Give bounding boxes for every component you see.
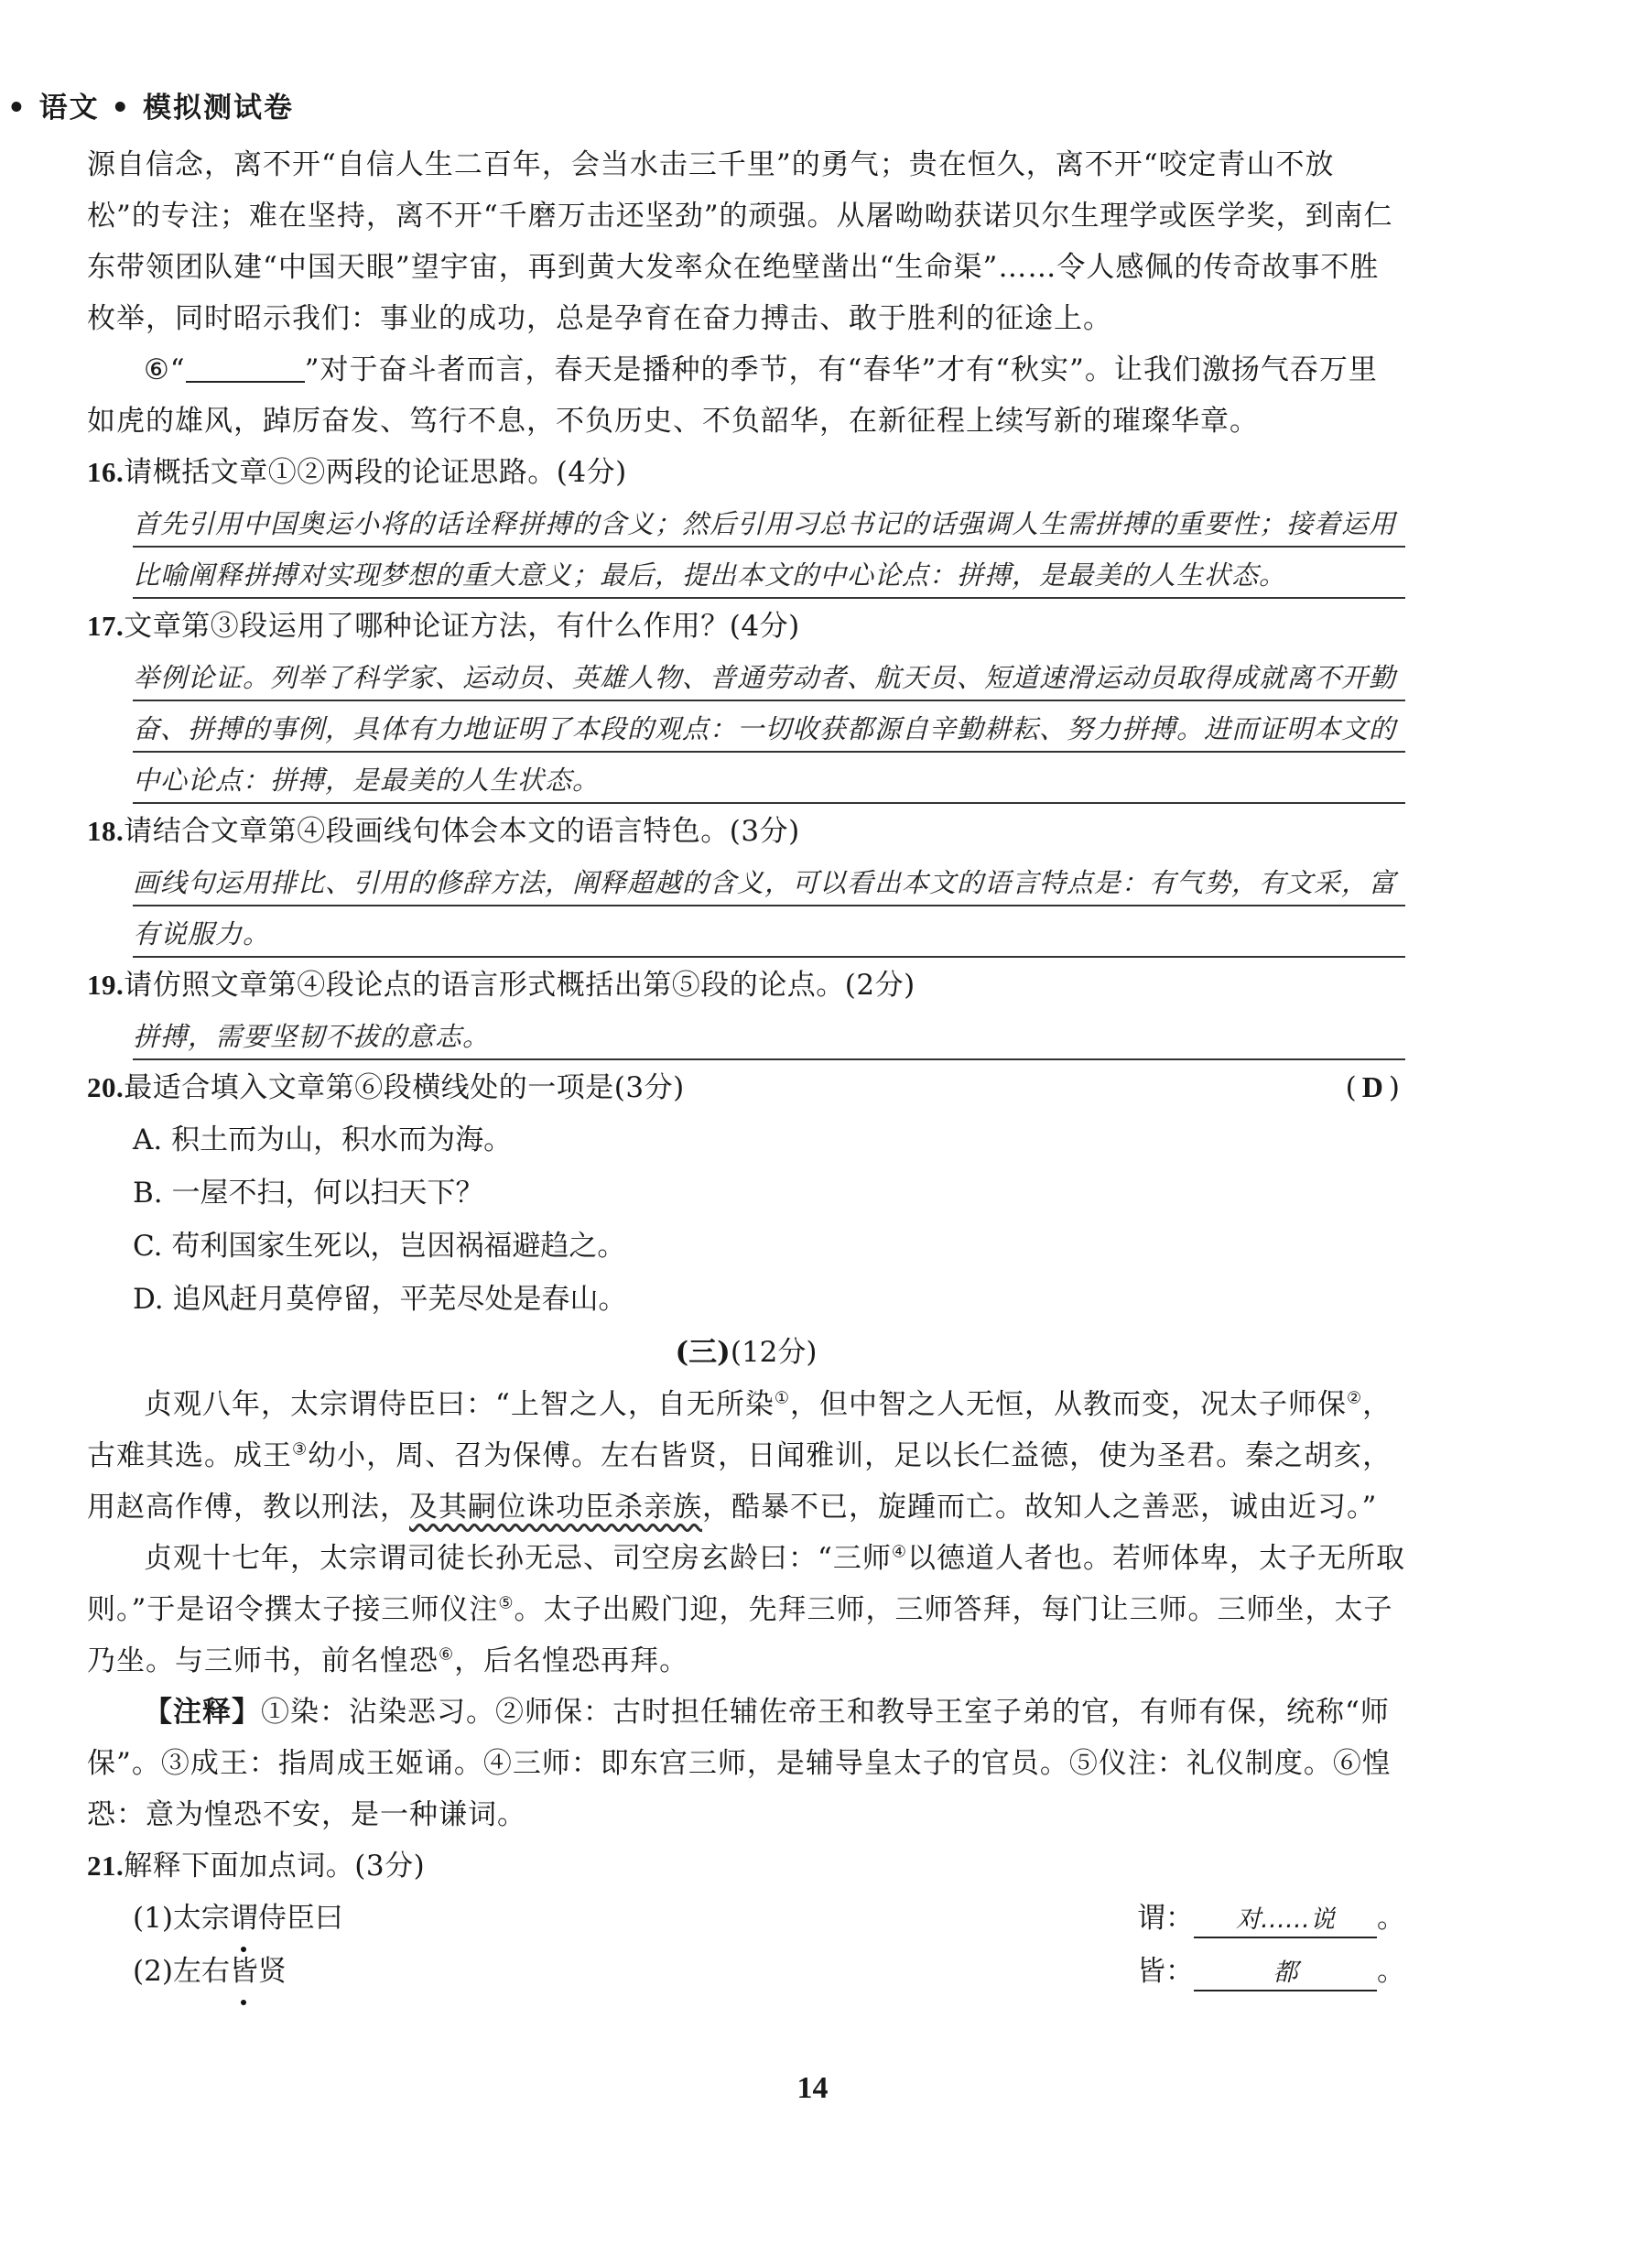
question-16 [87, 447, 1405, 498]
item-1-blank [1137, 1892, 1405, 1945]
fill-blank-line [186, 353, 305, 383]
item-2-answer[interactable]: 都 [1194, 1957, 1377, 1991]
question-21-number: 21. [87, 1850, 125, 1882]
answer-parentheses[interactable] [1346, 1070, 1405, 1104]
paren-right: ) [1388, 1071, 1405, 1104]
dotted-word: 皆 [230, 1945, 258, 1998]
option-d: D. 追风赶月莫停留，平芜尽处是春山。 [133, 1283, 627, 1316]
question-17 [87, 601, 1405, 652]
passage-paragraph-6 [87, 344, 1405, 447]
annotation-heading: 【注释】 [144, 1696, 261, 1729]
question-19-text: 请仿照文章第④段论点的语言形式概括出第⑤段的论点。(2分) [124, 969, 915, 1002]
option-a: A. 积土而为山，积水而为海。 [133, 1123, 513, 1156]
paragraph-6-text: ”对于奋斗者而言，春天是播种的季节，有“春华”才有“秋实”。让我们激扬气吞万里如虎的雄风，踔厉奋发、笃行不息，不负历史、不负韶华，在新征程上续写新的璀璨华章。 [87, 353, 1378, 438]
passage-paragraph-5-tail: 源自信念，离不开“自信人生二百年，会当水击三千里”的勇气；贵在恒久，离不开“咬定青山不放松”的专注；难在坚持，离不开“千磨万击还坚劲”的顽强。从屠呦呦获诺贝尔生理学或医学奖，到南仁东带领团队建“中国天眼”望宇宙，再到黄大发率众在绝壁凿出“生命渠”……令人感佩的传奇故事不胜枚举，同时昭示我们：事业的成功，总是孕育在奋力搏击、敢于胜利的征途上。 [87, 148, 1393, 335]
text-run: 以德道人者也。若师体卑，太子无所取则。”于是诏令撰太子接三师仪注 [87, 1542, 1405, 1626]
question-16-number: 16. [87, 456, 125, 488]
wavy-underlined-sentence: 及其嗣位诛功臣杀亲族 [409, 1491, 702, 1524]
item-1-end: 。 [1377, 1902, 1405, 1935]
option-c: C. 苟利国家生死以，岂因祸福避趋之。 [133, 1230, 626, 1263]
text-run: 贞观八年，太宗谓侍臣曰：“上智之人，自无所染 [144, 1388, 775, 1421]
text-run: ，酷暴不已，旋踵而亡。故知人之善恶，诚由近习。” [702, 1491, 1378, 1524]
paren-left: ( [1345, 1071, 1362, 1104]
item-1-sentence [133, 1892, 343, 1945]
question-21-text: 解释下面加点词。(3分) [124, 1850, 426, 1883]
section-3-title [87, 1326, 1405, 1379]
item-2-sentence [133, 1945, 287, 1998]
question-21-item-1 [133, 1892, 1405, 1945]
question-18-text: 请结合文章第④段画线句体会本文的语言特色。(3分) [124, 815, 800, 848]
question-16-text: 请概括文章①②两段的论证思路。(4分) [124, 456, 627, 489]
question-19 [87, 960, 1405, 1011]
annotation-text: ①染：沾染恶习。②师保：古时担任辅佐帝王和教导王室子弟的官，有师有保，统称“师保”。③成王：指周成王姬诵。④三师：即东宫三师，是辅导皇太子的官员。⑤仪注：礼仪制度。⑥惶恐：意为惶恐不安，是一种谦词。 [87, 1696, 1392, 1831]
question-19-answer[interactable]: 拼搏，需要坚韧不拔的意志。 [133, 1011, 1405, 1062]
text-run: 贞观十七年，太宗谓司徒长孙无忌、司空房玄龄曰：“三师 [144, 1542, 892, 1575]
text-run: 贤 [257, 1955, 287, 1988]
question-18-number: 18. [87, 815, 125, 847]
text-run: 侍臣曰 [257, 1902, 343, 1935]
section-3-label: (三) [675, 1336, 731, 1369]
question-21-item-2 [133, 1945, 1405, 1998]
option-b: B. 一屋不扫，何以扫天下？ [133, 1177, 484, 1210]
text-run: (2)左右 [133, 1955, 230, 1988]
question-21 [87, 1840, 1405, 1892]
dotted-word: 谓 [230, 1892, 258, 1945]
annotation-block [87, 1687, 1405, 1840]
question-18-answer[interactable]: 画线句运用排比、引用的修辞方法，阐释超越的含义，可以看出本文的语言特点是：有气势，有文采，富有说服力。 [133, 857, 1405, 960]
page-number: 14 [796, 2071, 829, 2105]
question-16-answer[interactable]: 首先引用中国奥运小将的话诠释拼搏的含义；然后引用习总书记的话强调人生需拼搏的重要性；接着运用比喻阐释拼搏对实现梦想的重大意义；最后，提出本文的中心论点：拼搏，是最美的人生状态。 [133, 498, 1405, 601]
footnote-mark: ④ [891, 1542, 907, 1562]
question-20-number: 20. [87, 1071, 125, 1103]
item-2-blank [1137, 1945, 1405, 1998]
question-20-answer: D [1361, 1070, 1389, 1103]
footnote-mark: ③ [292, 1439, 309, 1460]
text-run: ，但中智之人无恒，从教而变，况太子师保 [790, 1388, 1347, 1421]
question-20-row [87, 1062, 1405, 1113]
text-run: (1)太宗 [133, 1902, 230, 1935]
section-3-score: (12分) [730, 1336, 818, 1369]
item-2-end: 。 [1377, 1955, 1405, 1988]
classical-paragraph-2 [87, 1533, 1405, 1687]
text-run: 幼小，周、召为保傅。左右皆贤，日闻雅训，足以长仁益德，使为圣君。秦之胡亥，用赵高作傅，教以刑法， [87, 1439, 1392, 1524]
footnote-mark: ⑥ [439, 1644, 455, 1665]
text-run: ，古难其选。成王 [87, 1388, 1392, 1472]
question-18 [87, 806, 1405, 857]
footnote-mark: ② [1347, 1388, 1363, 1408]
question-17-number: 17. [87, 610, 125, 642]
question-17-text: 文章第③段运用了哪种论证方法，有什么作用？(4分) [124, 610, 800, 643]
text-run: ，后名惶恐再拜。 [454, 1644, 689, 1677]
question-17-answer[interactable]: 举例论证。列举了科学家、运动员、英雄人物、普通劳动者、航天员、短道速滑运动员取得成就离不开勤奋、拼搏的事例，具体有力地证明了本段的观点：一切收获都源自辛勤耕耘、努力拼搏。进而证明本文的中心论点：拼搏，是最美的人生状态。 [133, 652, 1405, 806]
page-header: • 语文 • 模拟测试卷 [7, 92, 295, 125]
item-1-answer[interactable]: 对……说 [1194, 1904, 1377, 1938]
text-run: 。太子出殿门迎，先拜三师，三师答拜，每门让三师。三师坐，太子乃坐。与三师书，前名惶恐 [87, 1593, 1393, 1677]
question-20 [87, 1062, 685, 1113]
classical-paragraph-1 [87, 1379, 1405, 1533]
question-20-text: 最适合填入文章第⑥段横线处的一项是(3分) [124, 1071, 685, 1104]
footnote-mark: ① [774, 1388, 790, 1408]
footnote-mark: ⑤ [498, 1593, 515, 1613]
question-19-number: 19. [87, 969, 125, 1001]
page-content [87, 139, 1405, 1998]
item-2-word: 皆： [1137, 1955, 1194, 1988]
paragraph-6-prefix: ⑥“ [144, 353, 186, 386]
item-1-word: 谓： [1137, 1902, 1194, 1935]
